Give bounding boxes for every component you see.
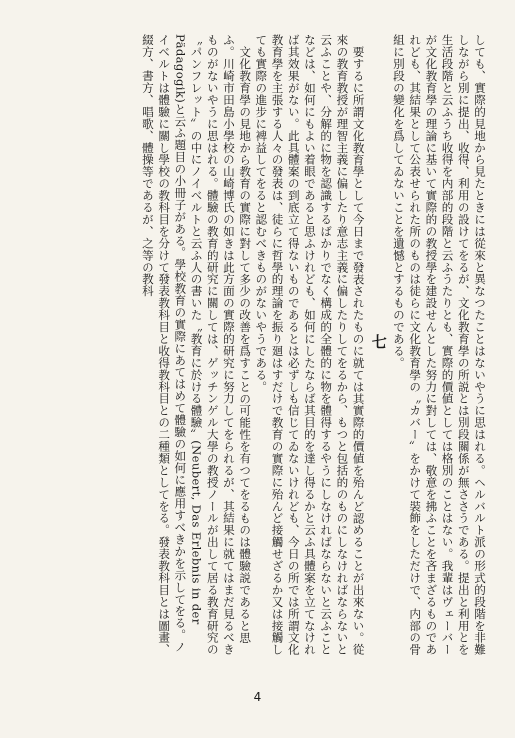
section-heading: 七 xyxy=(369,334,388,350)
page-number: 4 xyxy=(253,690,262,704)
paragraph-3: 文化教育學の見地から教育の實際に對して多少の改善を爲すことの可能性を有つてをるものは體驗説であると思ふ。川崎市田島小學校の山崎博氏の如きは此方面の實際的研究に努力してをられるが、其結果に就てはまだ見るべきものがないやうに思はれる。體驗の教育的研究に關しては、ゲッチンゲル大學の教授ノールが出して居る教育研究の〝パンフレット〟の中にノイベルトと云ふ人の書いた〝教育に於ける體驗〟(Neubert, Das Erlebnis in der Pädagogik)と云ふ題目の小冊子がある。學校教育の實際にあてはめて體驗の如何に應用すべきかを示してをる。ノイベルトは體驗に關し學校の教科目を分けて發表教科目と收得教科目との二種類としてをる。發表教科目とは圖畫、綴方、書方、唱歌、體操等であるが、之等の教科 xyxy=(140,34,253,656)
paragraph-1: しても、實際的見地から見たときには從來と異なつたことはないやうに思はれる。ヘルバルト派の形式的段階を非難しながら別に提出、收得、利用の設けてをるが、文化教育學の所説とは別段關係が無ささうである。提出と利用とを生活段階と云ふうち收得を内部的段階と云ふうたりとも、實際的價値としては格別のことはない。我輩はヴェーバーが文化教育學の理論に基いて實際的の教授學を建設せんとした努力に對しては、敬意を拂ふことを吝まざるものであれども、其結果として公表せられた所のものは徒らに文化教育學の〝カバー〟をかけて裝飾をしただけで、内部の骨組に別段の變化を爲してゐないことを遺憾とするものである。 xyxy=(391,34,487,656)
paragraph-2: 要するに所謂文化教育學として今日まで發表されたものに就ては其實際的價値を殆んど認めることが出來ない。從來の教育教授が理智主義に偏したり意志主義に偏したりしてをるから、もつと包括的のものにしなければならないと云ふことや、分解的に物を認識するばかりでなく構成的全體的に物を體得するやうにしなければならないと云ふことなどは、如何にもよい着眼であると思ふけれども、如何にしたならば其目的を達し得るかと云ふ具體案を立てなければ其效果がない。此具體案の到底立て得ないものであるとは必ずしも信じてゐないけれども、今日の所では所謂文化教育學を主張する人々の發表は、徒らに哲學的理論を振り廻はすだけで教育の實際に殆んど接觸せざるか又は接觸しても實際の進步に裨益してをると認むべきものがないやうである。 xyxy=(254,34,366,656)
vertical-text-body xyxy=(34,34,488,664)
